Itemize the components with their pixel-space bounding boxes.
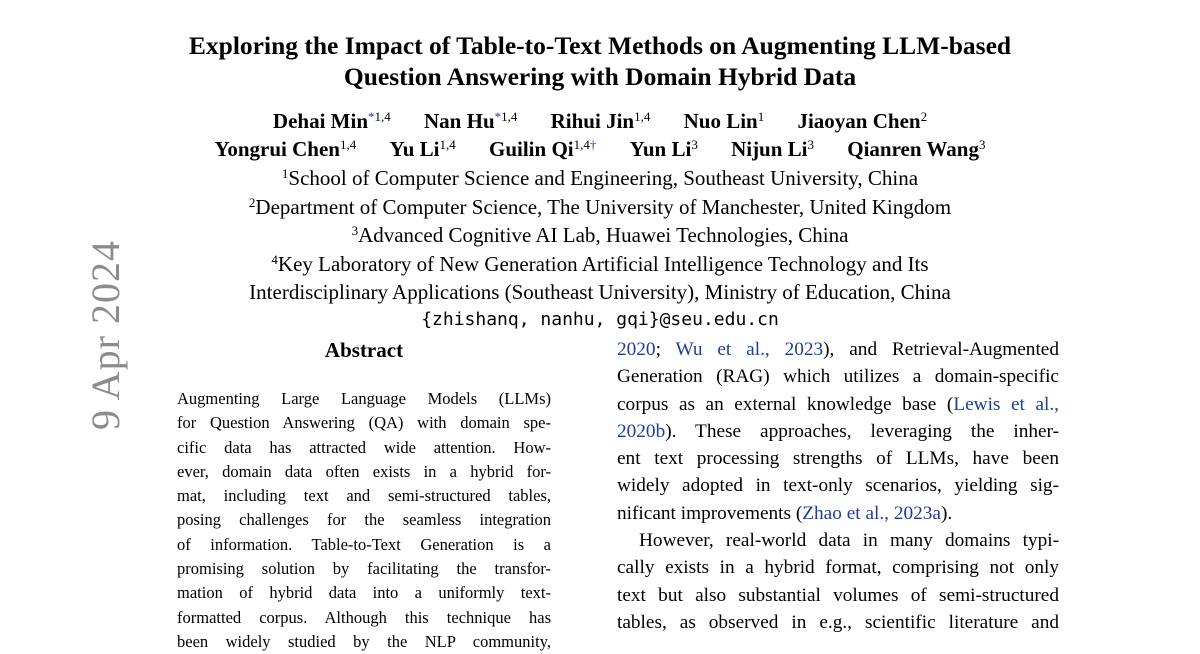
author: Nijun Li$^3$ <box>731 137 815 161</box>
body-line: tables, as observed in e.g., scientific literature and <box>617 611 1059 633</box>
abstract-line: been widely studied by the NLP community, <box>177 631 551 651</box>
author: Nuo Lin$^1$ <box>683 109 765 133</box>
abstract-line: for Question Answering (QA) with domain spe- <box>177 413 551 433</box>
arxiv-date-stamp: 9 Apr 2024 <box>83 240 128 430</box>
author: Guilin $Qi^{1,4\dagger}$ <box>489 137 597 161</box>
citation-link[interactable]: Lewis et al., <box>953 393 1059 415</box>
author: Dehai Min$^{*1,4}$ <box>272 109 391 133</box>
abstract-line: mat, including text and semi-structured tables, <box>177 486 551 506</box>
affiliation: $^2$Department of Computer Science, The University of Manchester, United Kingdom <box>248 194 952 219</box>
abstract-line: ever, domain data often exists in a hybrid for- <box>177 461 551 481</box>
abstract-line: mation of hybrid data into a uniformly text- <box>177 583 551 603</box>
author: Rihui Jin$^{1,4}$ <box>550 109 651 133</box>
affiliation-list <box>100 164 1100 307</box>
citation-link[interactable]: 2020 <box>617 339 656 360</box>
author-row-2 <box>100 135 1100 163</box>
abstract-line: cific data has attracted wide attention. How- <box>177 437 551 457</box>
introduction-column <box>617 336 1059 636</box>
body-line: 2020b). These approaches, leveraging the inher- <box>617 420 1059 442</box>
abstract-line: promising solution by facilitating the transfor- <box>177 559 551 579</box>
author: Yu Li$^{1,4}$ <box>389 137 456 161</box>
affiliation: $^4$Key Laboratory of New Generation Artificial Intelligence Technology and Its <box>271 251 929 276</box>
body-line: Generation (RAG) which utilizes a domain-specific <box>617 366 1059 388</box>
body-line: nificant improvements (Zhao et al., 2023a). <box>617 502 953 524</box>
arxiv-margin-stamp <box>10 240 128 648</box>
body-line: 2020; Wu et al., 2023), and Retrieval-Augmented <box>617 339 1059 360</box>
author-list <box>100 107 1100 163</box>
body-line: text but also substantial volumes of semi-structured <box>617 584 1059 606</box>
abstract-body <box>177 387 551 654</box>
abstract-heading: Abstract <box>324 338 404 362</box>
affiliation: $^3$Advanced Cognitive AI Lab, Huawei Technologies, China <box>351 223 849 247</box>
citation-link[interactable]: Zhao et al., 2023a <box>802 502 941 524</box>
paper-title <box>100 30 1100 92</box>
abstract-line: formatted corpus. Although this technique has <box>177 607 551 627</box>
citation-link[interactable]: Wu et al., 2023 <box>675 339 824 360</box>
abstract-line: posing challenges for the seamless integration <box>177 510 551 530</box>
body-line: cally exists in a hybrid format, comprising not only <box>617 557 1059 579</box>
author: Nan Hu$^{*1,4}$ <box>424 109 518 133</box>
citation-link[interactable]: 2020b <box>617 420 666 442</box>
body-line: widely adopted in text-only scenarios, yielding sig- <box>617 475 1059 497</box>
contact-email: {zhishanq, nanhu, gqi}@seu.edu.cn <box>421 309 779 330</box>
affiliation: $^1$School of Computer Science and Engineering, Southeast University, China <box>281 166 919 190</box>
author: Qianren Wang$^3$ <box>847 137 986 161</box>
author: Jiaoyan Chen$^2$ <box>797 109 928 133</box>
author-row-1 <box>100 107 1100 135</box>
affiliation: Interdisciplinary Applications (Southeast University), Ministry of Education, China <box>249 280 951 304</box>
title-line-2: Question Answering with Domain Hybrid Data <box>343 62 857 91</box>
abstract-line: of information. Table-to-Text Generation is a <box>177 534 551 554</box>
abstract-line: Augmenting Large Language Models (LLMs) <box>177 389 551 408</box>
body-line: corpus as an external knowledge base (Lewis et al., <box>617 393 1059 415</box>
body-line: However, real-world data in many domains typi- <box>639 530 1059 552</box>
body-line: ent text processing strengths of LLMs, have been <box>617 448 1059 470</box>
title-line-1: Exploring the Impact of Table-to-Text Methods on Augmenting LLM-based <box>188 31 1012 60</box>
author: Yongrui Chen$^{1,4}$ <box>214 137 357 161</box>
author: Yun Li$^3$ <box>629 137 698 161</box>
